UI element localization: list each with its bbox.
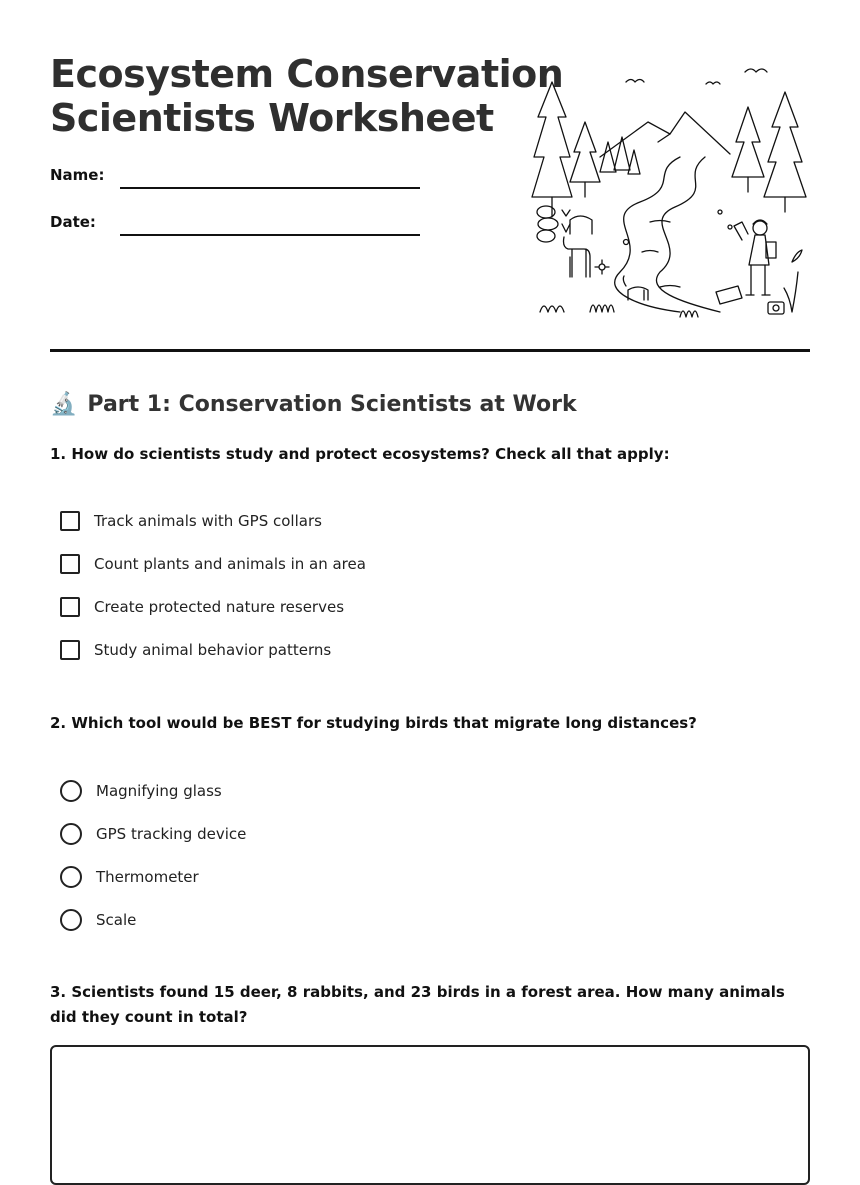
name-field[interactable] — [120, 187, 420, 189]
title-line-2: Scientists Worksheet — [50, 96, 494, 140]
radio-button[interactable] — [60, 823, 82, 845]
checkbox[interactable] — [60, 597, 80, 617]
part-1-heading — [50, 388, 577, 420]
q2-option[interactable] — [60, 778, 222, 804]
nature-scene-illustration — [530, 62, 812, 324]
option-label: Track animals with GPS collars — [94, 512, 322, 530]
q1-option[interactable] — [60, 594, 344, 620]
checkbox[interactable] — [60, 511, 80, 531]
date-label: Date: — [50, 213, 96, 231]
date-field[interactable] — [120, 234, 420, 236]
radio-button[interactable] — [60, 909, 82, 931]
microscope-icon: 🔬 — [50, 391, 78, 417]
checkbox[interactable] — [60, 640, 80, 660]
worksheet-title — [50, 52, 563, 140]
question-2: 2. Which tool would be BEST for studying birds that migrate long distances? — [50, 714, 697, 732]
checkbox[interactable] — [60, 554, 80, 574]
question-3: 3. Scientists found 15 deer, 8 rabbits, and 23 birds in a forest area. How many animals did they count in total? — [50, 983, 785, 1026]
option-label: Magnifying glass — [96, 782, 222, 800]
question-1: 1. How do scientists study and protect ecosystems? Check all that apply: — [50, 445, 670, 463]
section-divider — [50, 349, 810, 352]
part-1-title: Part 1: Conservation Scientists at Work — [87, 391, 577, 417]
radio-button[interactable] — [60, 780, 82, 802]
q2-option[interactable] — [60, 821, 246, 847]
q2-option[interactable] — [60, 907, 136, 933]
radio-button[interactable] — [60, 866, 82, 888]
q1-option[interactable] — [60, 508, 322, 534]
q2-option[interactable] — [60, 864, 199, 890]
option-label: GPS tracking device — [96, 825, 247, 843]
q1-option[interactable] — [60, 637, 331, 663]
name-label: Name: — [50, 166, 105, 184]
q1-option[interactable] — [60, 551, 366, 577]
option-label: Create protected nature reserves — [94, 598, 345, 616]
option-label: Scale — [96, 911, 137, 929]
title-line-1: Ecosystem Conservation — [50, 52, 564, 96]
option-label: Count plants and animals in an area — [94, 555, 366, 573]
answer-box[interactable] — [50, 1045, 810, 1185]
option-label: Thermometer — [96, 868, 199, 886]
option-label: Study animal behavior patterns — [94, 641, 332, 659]
